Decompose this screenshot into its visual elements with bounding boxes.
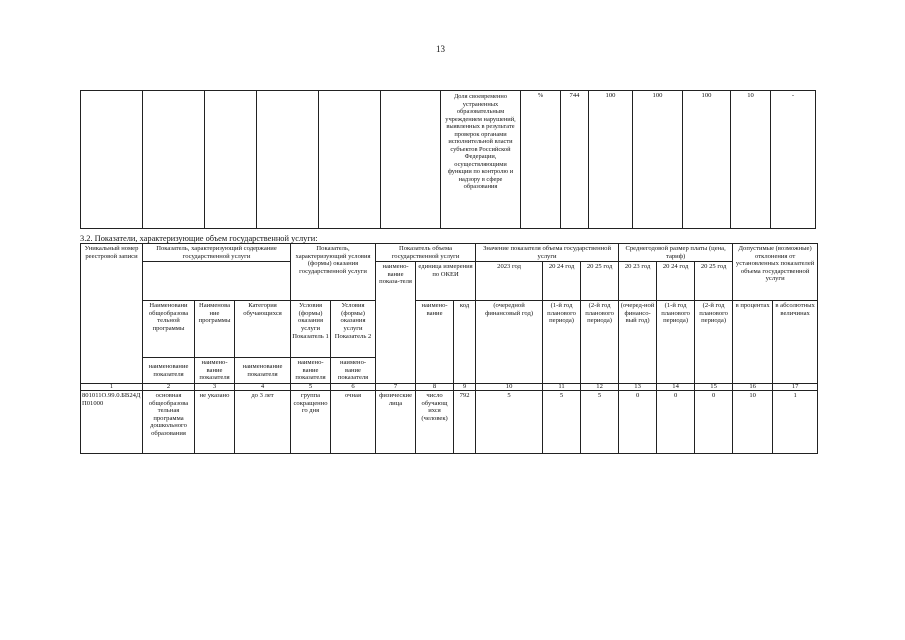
fee-2024-cell: 0 xyxy=(657,390,695,453)
header-in-percent: в процентах xyxy=(733,301,773,384)
header-name-label-3: наименование показателя xyxy=(235,358,291,384)
header-registry-number: Уникальный номер реестровой записи xyxy=(81,244,143,384)
header-name-label-2: наимено-вание показателя xyxy=(195,358,235,384)
column-number: 1 xyxy=(81,383,143,390)
value-2024-cell: 5 xyxy=(543,390,581,453)
column-number: 14 xyxy=(657,383,695,390)
indicator-cell: физические лица xyxy=(376,390,416,453)
header-condition-1: Условия (формы) оказания услуги Показатель 1 xyxy=(291,301,331,358)
header-volume-value: Значение показателя объема государственной услуги xyxy=(476,244,619,262)
header-content-indicator: Показатель, характеризующий содержание государственной услуги xyxy=(143,244,291,262)
empty-cell xyxy=(257,91,319,229)
column-number: 13 xyxy=(619,383,657,390)
deviation-absolute-cell: 1 xyxy=(773,390,818,453)
header-fee-2024: 20 24 год xyxy=(657,262,695,301)
unit-name-cell: число обучающ ихся (человек) xyxy=(416,390,454,453)
program2-cell: не указано xyxy=(195,390,235,453)
condition1-cell: группа сокращенно го дня xyxy=(291,390,331,453)
header-conditions-indicator: Показатель, характеризующий условия (формы) оказания государственной услуги xyxy=(291,244,376,301)
header-unit-okei: единица измерения по ОКЕИ xyxy=(416,262,476,301)
indicator-name-cell: Доля своевременно устраненных образовательным учреждением нарушений, выявленных в результате проверок органами исполнительной власти субъектов Российской Федерации, осуществляющими функции по контролю и надзору в сфере образования xyxy=(441,91,521,229)
header-fee-2024-note: (1-й год планового периода) xyxy=(657,301,695,384)
header-fee-2023: 20 23 год xyxy=(619,262,657,301)
deviation-absolute-cell: - xyxy=(771,91,816,229)
empty-cell xyxy=(381,91,441,229)
value-2023-cell: 5 xyxy=(476,390,543,453)
page-number: 13 xyxy=(436,44,445,54)
registry-number-cell: 801011О.99.0.БВ24ДП01000 xyxy=(81,390,143,453)
category-cell: до 3 лет xyxy=(235,390,291,453)
value-2025-cell: 100 xyxy=(683,91,731,229)
empty-cell xyxy=(143,91,205,229)
header-fee-2025: 20 25 год xyxy=(695,262,733,301)
header-program-name-2: Наименова ние программы xyxy=(195,301,235,358)
header-name-label-5: наимено-вание показателя xyxy=(331,358,376,384)
column-number: 3 xyxy=(195,383,235,390)
header-condition-2: Условия (формы) оказания услуги Показатель 2 xyxy=(331,301,376,358)
empty-cell xyxy=(319,91,381,229)
column-number: 7 xyxy=(376,383,416,390)
header-name-label-1: наименование показателя xyxy=(143,358,195,384)
deviation-percent-cell: 10 xyxy=(731,91,771,229)
section-heading: 3.2. Показатели, характеризующие объем государственной услуги: xyxy=(80,234,318,243)
header-name-label-4: наимено-вание показателя xyxy=(291,358,331,384)
header-row-1 xyxy=(81,244,818,262)
value-2023-cell: 100 xyxy=(589,91,633,229)
value-2025-cell: 5 xyxy=(581,390,619,453)
column-numbers-row xyxy=(81,383,818,390)
column-number: 8 xyxy=(416,383,454,390)
column-number: 15 xyxy=(695,383,733,390)
column-number: 12 xyxy=(581,383,619,390)
header-year-2025-note: (2-й год планового периода) xyxy=(581,301,619,384)
column-number: 6 xyxy=(331,383,376,390)
unit-code-cell: 792 xyxy=(454,390,476,453)
table-row xyxy=(81,91,816,229)
column-number: 9 xyxy=(454,383,476,390)
header-year-2025: 20 25 год xyxy=(581,262,619,301)
program-cell: основная общеобразова тельная программа дошкольного образования xyxy=(143,390,195,453)
header-year-2023: 2023 год xyxy=(476,262,543,301)
column-number: 5 xyxy=(291,383,331,390)
header-year-2024: 20 24 год xyxy=(543,262,581,301)
column-number: 17 xyxy=(773,383,818,390)
header-volume-indicator: Показатель объема государственной услуги xyxy=(376,244,476,262)
header-year-2024-note: (1-й год планового периода) xyxy=(543,301,581,384)
fee-2023-cell: 0 xyxy=(619,390,657,453)
header-fee-2023-note: (очеред-ной финансо-вый год) xyxy=(619,301,657,384)
deviation-percent-cell: 10 xyxy=(733,390,773,453)
column-number: 2 xyxy=(143,383,195,390)
code-cell: 744 xyxy=(561,91,589,229)
empty-cell xyxy=(205,91,257,229)
volume-indicators-table xyxy=(80,243,818,454)
table-row xyxy=(81,390,818,453)
column-number: 4 xyxy=(235,383,291,390)
header-unit-name: наимено-вание xyxy=(416,301,454,384)
header-year-2023-note: (очередной финансовый год) xyxy=(476,301,543,384)
quality-indicators-table-continued xyxy=(80,90,816,229)
header-program-name: Наименовани общеобразова тельной программы xyxy=(143,301,195,358)
value-2024-cell: 100 xyxy=(633,91,683,229)
column-number: 11 xyxy=(543,383,581,390)
column-number: 10 xyxy=(476,383,543,390)
header-indicator-name: наимено-вание показа-теля xyxy=(376,262,416,384)
empty-cell xyxy=(81,91,143,229)
unit-cell: % xyxy=(521,91,561,229)
header-in-absolute: в абсолютных величинах xyxy=(773,301,818,384)
column-number: 16 xyxy=(733,383,773,390)
header-fee-2025-note: (2-й год планового периода) xyxy=(695,301,733,384)
fee-2025-cell: 0 xyxy=(695,390,733,453)
header-row-2 xyxy=(81,262,818,301)
header-avg-fee: Среднегодовой размер платы (цена, тариф) xyxy=(619,244,733,262)
header-student-category: Категория обучающихся xyxy=(235,301,291,358)
header-allowed-deviation: Допустимые (возможные) отклонения от установленных показателей объема государственной услуги xyxy=(733,244,818,301)
header-unit-code: код xyxy=(454,301,476,384)
header-content-spacer xyxy=(143,262,291,301)
condition2-cell: очная xyxy=(331,390,376,453)
